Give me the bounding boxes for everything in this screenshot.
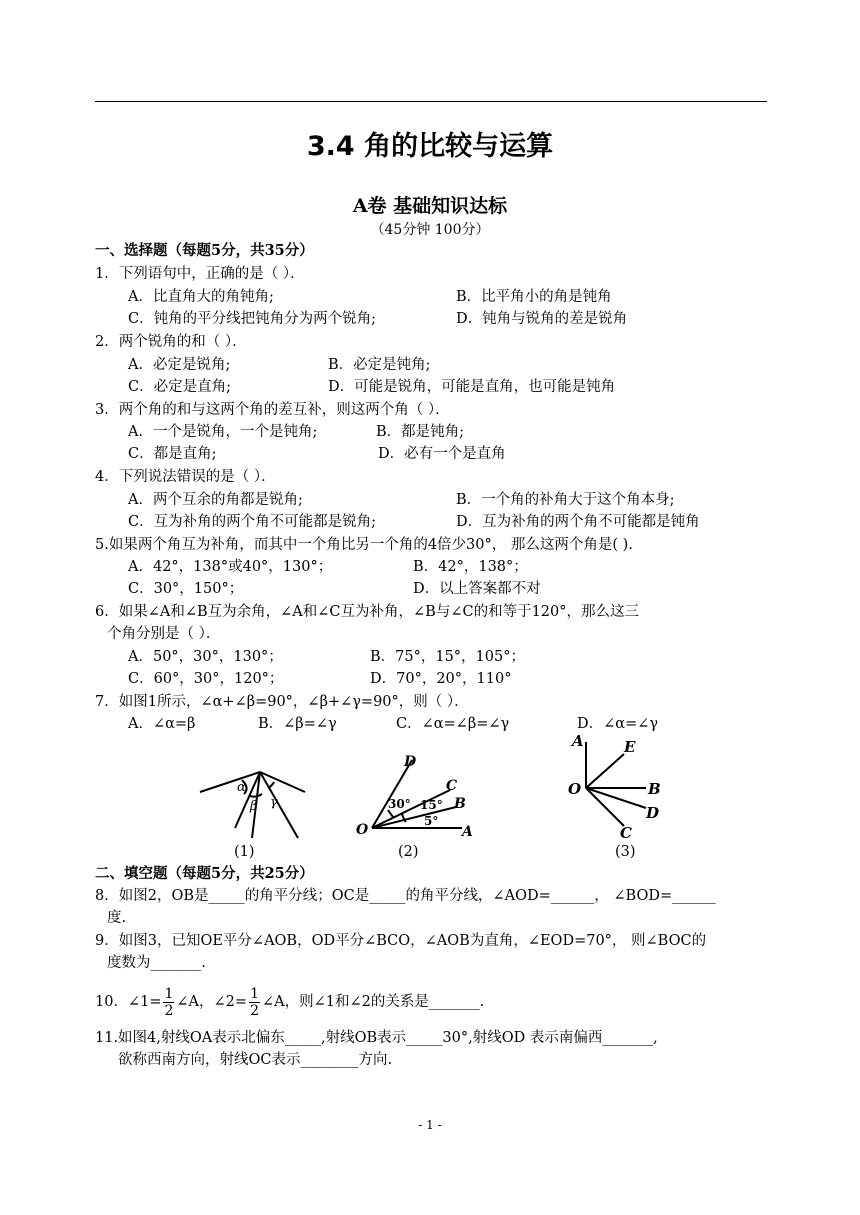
q2-option-b: B．必定是钝角; (328, 357, 431, 373)
q5-option-b: B．42°，138°； (413, 559, 528, 575)
page-subtitle: A卷 基础知识达标 (352, 195, 508, 217)
q7-option-b: B．∠β=∠γ (258, 716, 337, 732)
section2-heading: 二、填空题（每题5分，共25分） (95, 865, 314, 882)
fig2-label-b: B (454, 796, 466, 812)
q8-line1: 8．如图2，OB是_____的角平分线；OC是_____的角平分线，∠AOD=______， ∠BOD=______ (95, 888, 716, 904)
q4-option-a: A．两个互余的角都是锐角; (128, 492, 303, 508)
fig3-label-a: A (572, 732, 584, 750)
fig2-label-15: 15° (420, 798, 443, 812)
q3-option-b: B．都是钝角; (376, 424, 465, 440)
fig2-label-a: A (462, 824, 473, 840)
q2-option-a: A．必定是锐角; (128, 357, 231, 373)
page-title: 3.4 角的比较与运算 (306, 131, 554, 162)
fig1-label-gamma: γ (270, 795, 278, 810)
q6-stem-line1: 6．如果∠A和∠B互为余角，∠A和∠C互为补角，∠B与∠C的和等于120°，那么这三 (95, 604, 639, 620)
q3-stem: 3．两个角的和与这两个角的差互补，则这两个角（ ）． (95, 402, 450, 418)
fig1-label-beta: β (250, 799, 258, 814)
q1-option-d: D．钝角与锐角的差是锐角 (456, 311, 628, 327)
q6-option-b: B．75°，15°，105°； (370, 649, 525, 665)
fig3-label-e: E (624, 738, 636, 756)
q6-stem-line2: 个角分别是（ ）． (107, 626, 221, 642)
q4-option-b: B．一个角的补角大于这个角本身; (456, 492, 675, 508)
q10-frac1-denominator: 2 (164, 1002, 174, 1019)
q1-stem: 1．下列语句中，正确的是（ ）． (95, 266, 305, 282)
figure-2 (350, 752, 480, 842)
fig2-label-5: 5° (424, 814, 439, 828)
fig3-caption: (3) (615, 844, 636, 860)
q4-option-c: C．互为补角的两个角不可能都是锐角; (128, 514, 376, 530)
q8-line2: 度. (107, 910, 127, 926)
figure-3 (562, 728, 672, 840)
q4-stem: 4．下列说法错误的是（ ）． (95, 469, 276, 485)
q4-option-d: D．互为补角的两个角不可能都是钝角 (456, 514, 700, 530)
section1-heading: 一、选择题（每题5分，共35分） (95, 242, 314, 259)
fig2-label-o: O (356, 822, 369, 838)
q1-option-b: B．比平角小的角是钝角 (456, 289, 612, 305)
time-score-note: （45分钟 100分） (370, 222, 490, 238)
fig3-label-d: D (646, 804, 660, 822)
q3-option-a: A．一个是锐角，一个是钝角; (128, 424, 318, 440)
q1-option-a: A．比直角大的角钝角; (128, 289, 274, 305)
q7-option-a: A．∠α=β (128, 716, 196, 732)
q10-frac1-numerator: 1 (164, 985, 174, 1002)
q10-fraction-1 (163, 986, 174, 1019)
q9-line2: 度数为_______. (107, 955, 206, 971)
fig3-label-o: O (568, 780, 582, 798)
q5-option-a: A．42°，138°或40°，130°； (128, 559, 333, 575)
q6-option-c: C．60°，30°，120°； (128, 671, 284, 687)
top-rule (95, 101, 767, 102)
q11-line2: 欲称西南方向，射线OC表示________方向. (118, 1052, 393, 1068)
figure-1 (190, 760, 320, 860)
fig3-label-c: C (620, 824, 632, 840)
q11-line1: 11.如图4,射线OA表示北偏东_____,射线OB表示_____30°,射线OD 表示南偏西_______, (95, 1030, 658, 1046)
q10-line (95, 982, 484, 1022)
q10-part3: ∠A，则∠1和∠2的关系是_______. (261, 994, 485, 1010)
fig2-caption: (2) (398, 844, 419, 860)
q5-stem: 5.如果两个角互为补角，而其中一个角比另一个角的4倍少30°， 那么这两个角是( ). (95, 537, 633, 553)
q9-line1: 9．如图3，已知OE平分∠AOB，OD平分∠BCO，∠AOB为直角，∠EOD=70°， 则∠BOC的 (95, 933, 707, 949)
q3-option-c: C．都是直角; (128, 446, 217, 462)
q6-option-d: D．70°，20°，110° (370, 671, 512, 687)
q10-frac2-numerator: 1 (250, 985, 259, 1002)
fig1-label-alpha: α (237, 780, 246, 795)
q10-fraction-2 (249, 986, 260, 1019)
q5-option-d: D．以上答案都不对 (413, 581, 541, 597)
q3-option-d: D．必有一个是直角 (378, 446, 506, 462)
fig2-label-30: 30° (388, 797, 411, 811)
q2-stem: 2．两个锐角的和（ ）． (95, 334, 247, 350)
q10-part2: ∠A，∠2= (176, 994, 248, 1010)
q6-option-a: A．50°，30°，130°； (128, 649, 283, 665)
fig3-label-b: B (648, 780, 661, 798)
fig1-caption: (1) (234, 844, 255, 860)
q5-option-c: C．30°，150°； (128, 581, 244, 597)
fig2-label-d: D (404, 754, 417, 770)
fig2-label-c: C (446, 778, 458, 794)
q2-option-c: C．必定是直角; (128, 379, 231, 395)
q10-frac2-denominator: 2 (250, 1002, 259, 1019)
q10-part1: 10．∠1= (95, 994, 162, 1010)
q7-option-d: D．∠α=∠γ (577, 716, 659, 732)
q7-option-c: C．∠α=∠β=∠γ (396, 716, 510, 732)
q2-option-d: D．可能是锐角，可能是直角，也可能是钝角 (328, 379, 616, 395)
q7-stem: 7．如图1所示，∠α+∠β=90°，∠β+∠γ=90°，则（ ）． (95, 694, 469, 710)
page-number: - 1 - (418, 1118, 442, 1132)
q1-option-c: C．钝角的平分线把钝角分为两个锐角; (128, 311, 376, 327)
